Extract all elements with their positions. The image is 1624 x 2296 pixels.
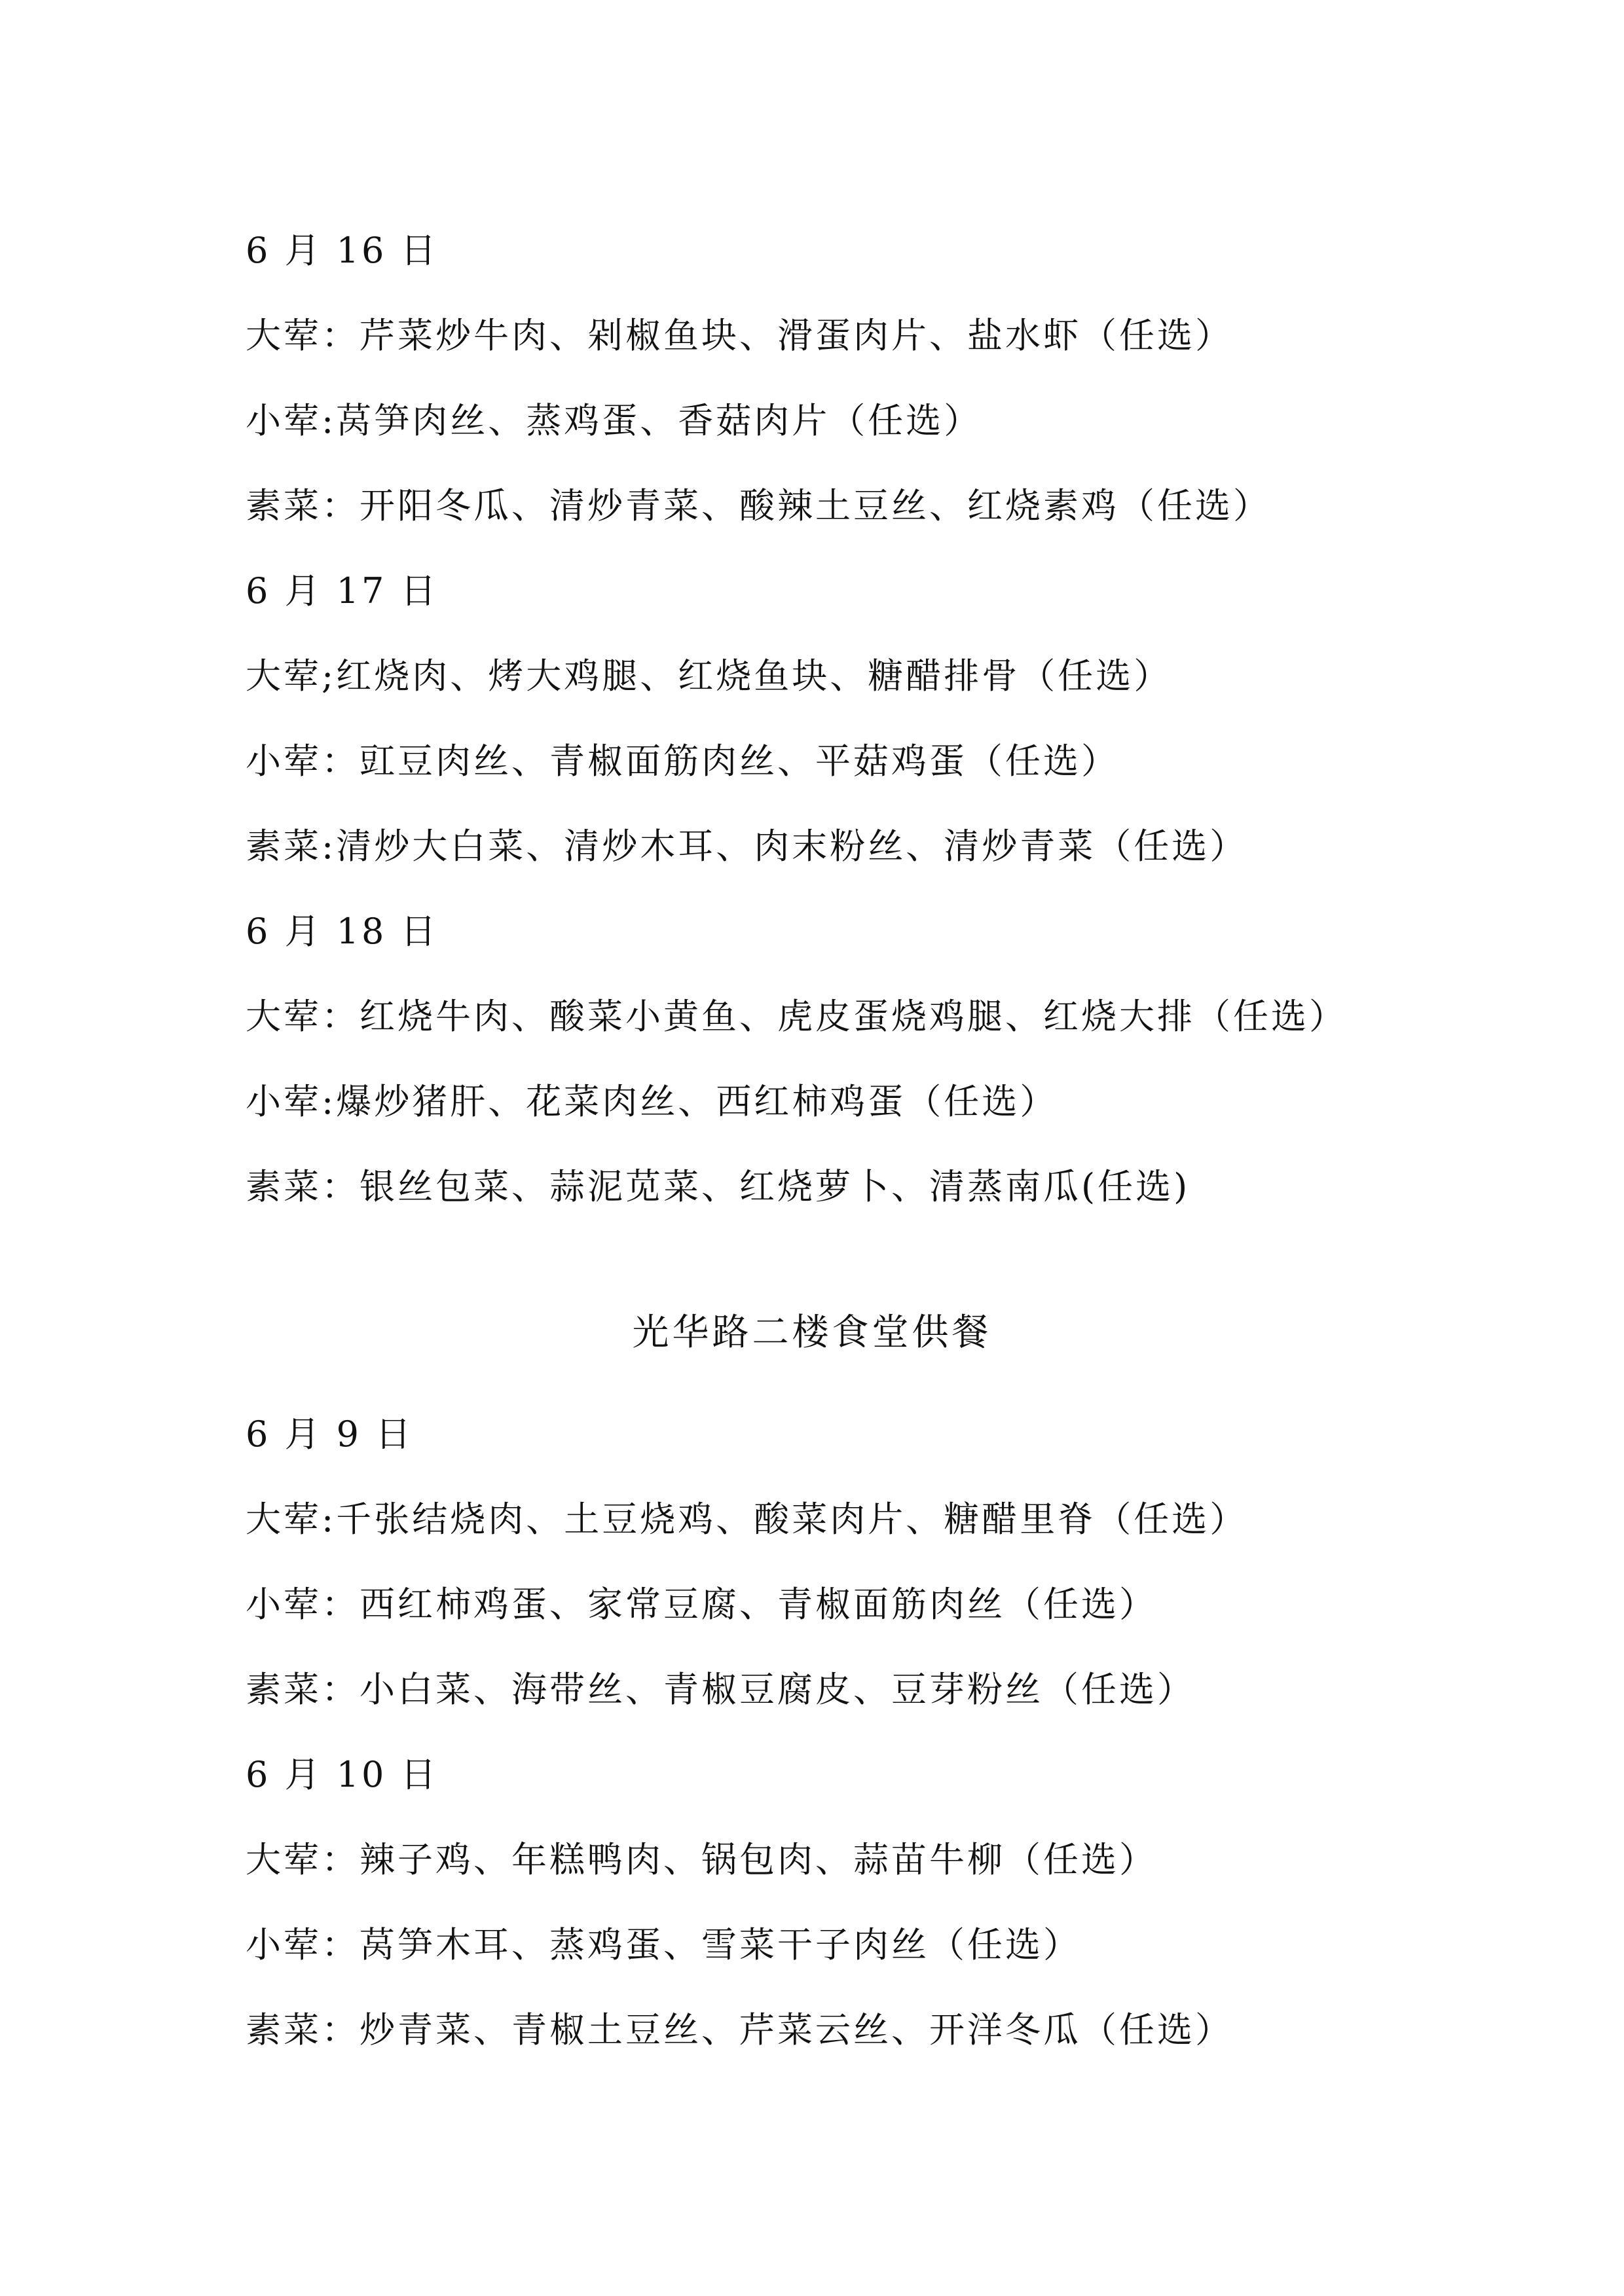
xiao-hun-line: 小荤：西红柿鸡蛋、家常豆腐、青椒面筋肉丝（任选） — [246, 1584, 1157, 1625]
su-cai-line: 素菜：开阳冬瓜、清炒青菜、酸辣土豆丝、红烧素鸡（任选） — [246, 485, 1271, 526]
date-line: 6 月 9 日 — [246, 1413, 414, 1455]
xiao-hun-line: 小荤：莴笋木耳、蒸鸡蛋、雪菜干子肉丝（任选） — [246, 1924, 1081, 1965]
su-cai-line: 素菜：银丝包菜、蒜泥苋菜、红烧萝卜、清蒸南瓜(任选) — [246, 1166, 1190, 1207]
xiao-hun-line: 小荤:莴笋肉丝、蒸鸡蛋、香菇肉片（任选） — [246, 400, 982, 441]
date-line: 6 月 17 日 — [246, 570, 439, 611]
canteen-heading: 光华路二楼食堂供餐 — [632, 1311, 992, 1354]
su-cai-line: 素菜:清炒大白菜、清炒木耳、肉末粉丝、清炒青菜（任选） — [246, 826, 1248, 867]
da-hun-line: 大荤:千张结烧肉、土豆烧鸡、酸菜肉片、糖醋里脊（任选） — [246, 1499, 1248, 1540]
xiao-hun-line: 小荤：豇豆肉丝、青椒面筋肉丝、平菇鸡蛋（任选） — [246, 740, 1119, 782]
menu-section-first — [246, 208, 1428, 1230]
da-hun-line: 大荤：辣子鸡、年糕鸭肉、锅包肉、蒜苗牛柳（任选） — [246, 1839, 1157, 1880]
da-hun-line: 大荤：芹菜炒牛肉、剁椒鱼块、滑蛋肉片、盐水虾（任选） — [246, 315, 1233, 356]
date-line: 6 月 18 日 — [246, 911, 439, 952]
xiao-hun-line: 小荤:爆炒猪肝、花菜肉丝、西红柿鸡蛋（任选） — [246, 1081, 1058, 1122]
da-hun-line: 大荤：红烧牛肉、酸菜小黄鱼、虎皮蛋烧鸡腿、红烧大排（任选） — [246, 996, 1347, 1037]
menu-section-second — [246, 1392, 1428, 2073]
date-line: 6 月 10 日 — [246, 1754, 439, 1795]
su-cai-line: 素菜：小白菜、海带丝、青椒豆腐皮、豆芽粉丝（任选） — [246, 1669, 1195, 1710]
da-hun-line: 大荤;红烧肉、烤大鸡腿、红烧鱼块、糖醋排骨（任选） — [246, 655, 1172, 697]
su-cai-line: 素菜：炒青菜、青椒土豆丝、芹菜云丝、开洋冬瓜（任选） — [246, 2009, 1233, 2050]
date-line: 6 月 16 日 — [246, 230, 439, 271]
